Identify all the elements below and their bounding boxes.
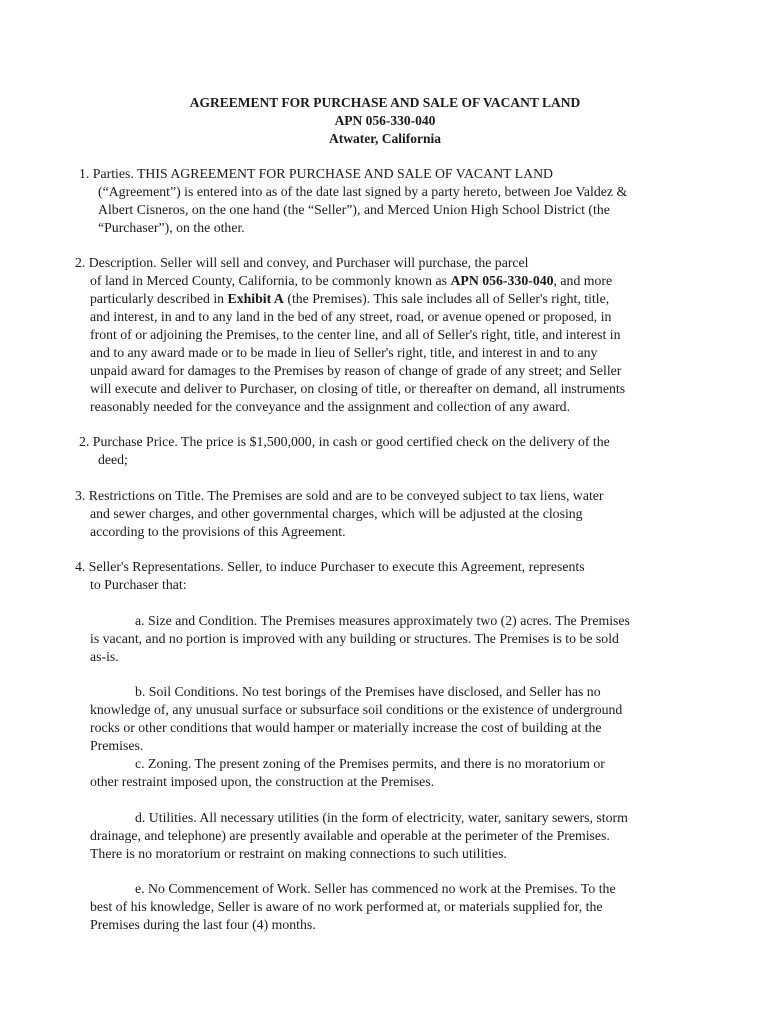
paragraph-line: 2. Purchase Price. The price is $1,500,000, in cash or good certified check on the delivery of the [79, 434, 610, 449]
text-run: (the Premises). This sale includes all of Seller's right, title, [283, 291, 610, 306]
paragraph-line: d. Utilities. All necessary utilities (in the form of electricity, water, sanitary sewers, storm [135, 810, 628, 825]
text-run: particularly described in [90, 291, 228, 306]
paragraph-line: Premises during the last four (4) months. [90, 917, 316, 932]
paragraph-line [90, 272, 612, 290]
paragraph-line: 3. Restrictions on Title. The Premises are sold and are to be conveyed subject to tax liens, water [75, 488, 604, 503]
paragraph-line: c. Zoning. The present zoning of the Premises permits, and there is no moratorium or [135, 756, 605, 771]
paragraph-line: Premises. [90, 738, 144, 753]
paragraph-line: deed; [98, 452, 128, 467]
bold-apn: APN 056-330-040 [450, 273, 554, 288]
paragraph-line: 4. Seller's Representations. Seller, to induce Purchaser to execute this Agreement, represents [75, 559, 585, 574]
paragraph-line: as-is. [90, 649, 119, 664]
paragraph-line: knowledge of, any unusual surface or subsurface soil conditions or the existence of underground [90, 702, 623, 717]
document-location: Atwater, California [329, 131, 441, 146]
paragraph-line: “Purchaser”), on the other. [98, 220, 245, 235]
paragraph-line: There is no moratorium or restraint on making connections to such utilities. [90, 846, 507, 861]
paragraph-line: will execute and deliver to Purchaser, on closing of title, or thereafter on demand, all instruments [90, 381, 626, 396]
paragraph-line: other restraint imposed upon, the construction at the Premises. [90, 774, 435, 789]
document-title: AGREEMENT FOR PURCHASE AND SALE OF VACANT LAND [189, 95, 581, 110]
paragraph-line: to Purchaser that: [90, 577, 187, 592]
text-run: , and more [553, 273, 613, 288]
paragraph-line: and interest, in and to any land in the bed of any street, road, or avenue opened or proposed, in [90, 309, 612, 324]
paragraph-line: 2. Description. Seller will sell and convey, and Purchaser will purchase, the parcel [75, 255, 529, 270]
paragraph-line: and to any award made or to be made in lieu of Seller's right, title, and interest in and to any [90, 345, 598, 360]
paragraph-line: unpaid award for damages to the Premises by reason of change of grade of any street; and Seller [90, 363, 622, 378]
paragraph-line: and sewer charges, and other governmental charges, which will be adjusted at the closing [90, 506, 583, 521]
paragraph-line [90, 290, 609, 308]
paragraph-line: according to the provisions of this Agreement. [90, 524, 346, 539]
paragraph-line: 1. Parties. THIS AGREEMENT FOR PURCHASE AND SALE OF VACANT LAND [79, 166, 554, 181]
paragraph-line: (“Agreement”) is entered into as of the date last signed by a party hereto, between Joe Valdez & [98, 184, 628, 199]
text-run: of land in Merced County, California, to be commonly known as [90, 273, 451, 288]
bold-exhibit: Exhibit A [227, 291, 284, 306]
paragraph-line: e. No Commencement of Work. Seller has commenced no work at the Premises. To the [135, 881, 616, 896]
paragraph-line: best of his knowledge, Seller is aware of no work performed at, or materials supplied for, the [90, 899, 603, 914]
paragraph-line: Albert Cisneros, on the one hand (the “Seller”), and Merced Union High School District (the [98, 202, 610, 217]
paragraph-line: drainage, and telephone) are presently available and operable at the perimeter of the Premises. [90, 828, 610, 843]
paragraph-line: b. Soil Conditions. No test borings of the Premises have disclosed, and Seller has no [135, 684, 601, 699]
paragraph-line: rocks or other conditions that would hamper or materially increase the cost of building at the [90, 720, 602, 735]
paragraph-line: reasonably needed for the conveyance and the assignment and collection of any award. [90, 399, 571, 414]
paragraph-line: is vacant, and no portion is improved with any building or structures. The Premises is to be sold [90, 631, 619, 646]
paragraph-line: a. Size and Condition. The Premises measures approximately two (2) acres. The Premises [135, 613, 630, 628]
paragraph-line: front of or adjoining the Premises, to the center line, and all of Seller's right, title, and interest in [90, 327, 621, 342]
document-apn: APN 056-330-040 [334, 113, 436, 128]
